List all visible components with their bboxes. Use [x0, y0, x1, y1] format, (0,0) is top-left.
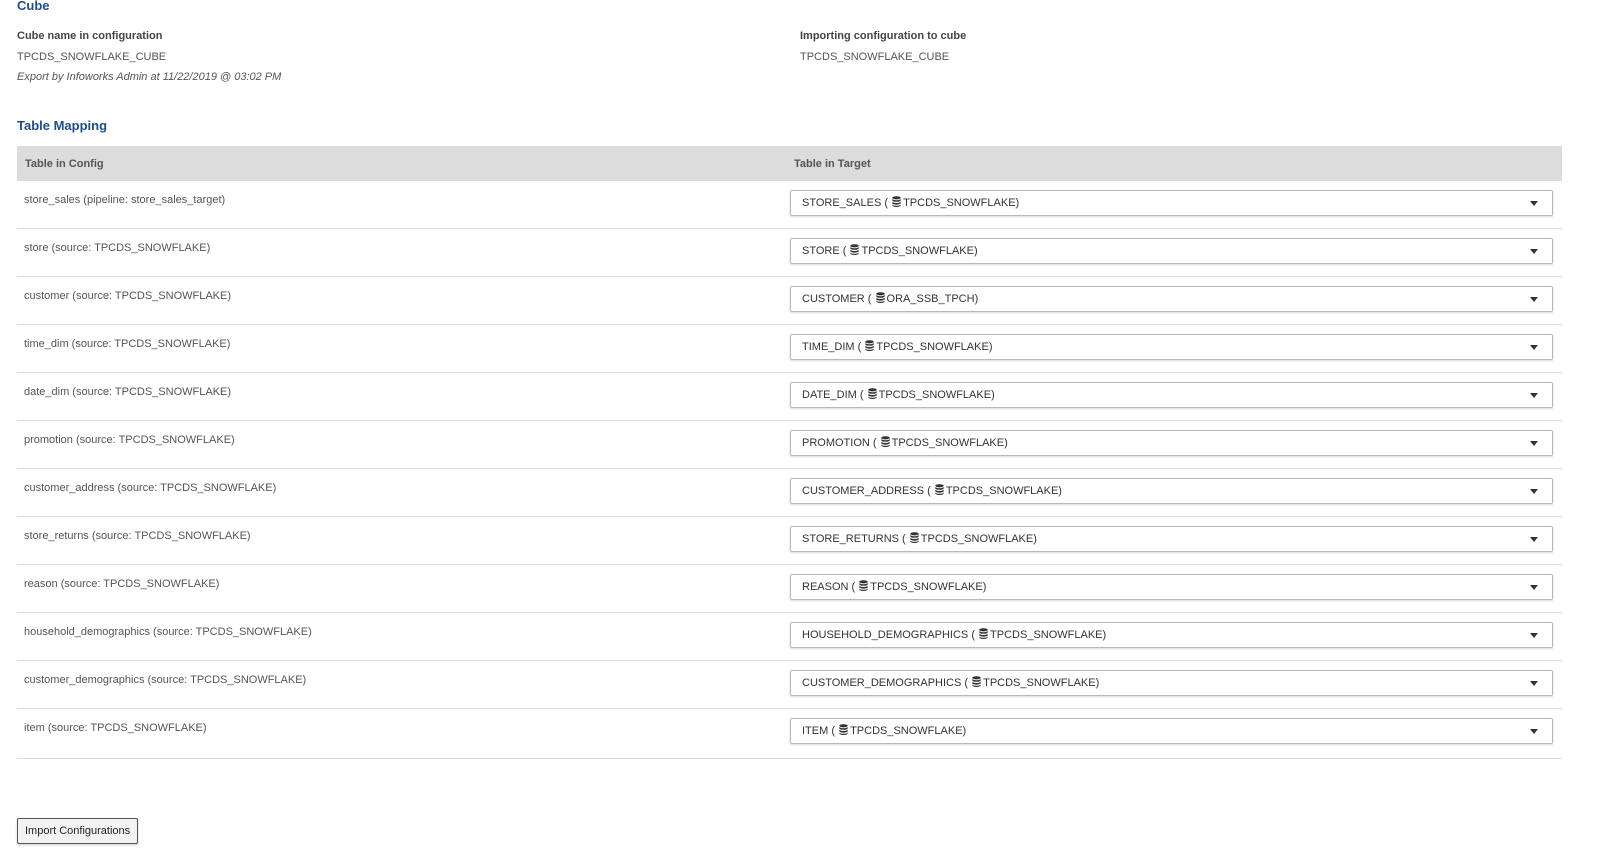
table-in-target-select[interactable]	[790, 286, 1553, 312]
table-in-config-cell: customer (source: TPCDS_SNOWFLAKE)	[24, 290, 232, 302]
table-in-config-cell: time_dim (source: TPCDS_SNOWFLAKE)	[24, 338, 231, 350]
table-in-config-cell: reason (source: TPCDS_SNOWFLAKE)	[24, 578, 220, 590]
open-paren: (	[839, 245, 850, 257]
table-row	[17, 565, 1562, 613]
table-in-config-cell: store_returns (source: TPCDS_SNOWFLAKE)	[24, 530, 251, 542]
table-in-target-select[interactable]	[790, 430, 1553, 456]
table-in-target-value	[802, 244, 978, 257]
database-icon	[859, 580, 868, 591]
table-in-config-cell: household_demographics (source: TPCDS_SNOWFLAKE)	[24, 626, 312, 638]
target-table-name: TIME_DIM	[802, 341, 855, 353]
database-icon	[935, 484, 944, 495]
close-paren: )	[988, 341, 993, 353]
table-in-target-select[interactable]	[790, 526, 1553, 552]
caret-down-icon[interactable]	[1530, 249, 1538, 254]
database-icon	[972, 676, 981, 687]
table-in-target-select[interactable]	[790, 334, 1553, 360]
table-in-target-select[interactable]	[790, 190, 1553, 216]
import-target-label: Importing configuration to cube	[800, 30, 967, 42]
caret-down-icon[interactable]	[1530, 537, 1538, 542]
table-in-target-value	[802, 196, 1019, 209]
close-paren: )	[1058, 485, 1062, 497]
caret-down-icon[interactable]	[1530, 681, 1538, 686]
table-in-config-cell: customer_address (source: TPCDS_SNOWFLAKE)	[24, 482, 277, 494]
target-source-name: TPCDS_SNOWFLAKE	[990, 629, 1103, 641]
target-source-name: TPCDS_SNOWFLAKE	[903, 197, 1016, 209]
target-table-name: DATE_DIM	[802, 389, 857, 401]
import-target-value: TPCDS_SNOWFLAKE_CUBE	[800, 51, 950, 63]
table-row	[17, 373, 1562, 421]
target-table-name: CUSTOMER_ADDRESS	[802, 485, 925, 497]
open-paren: (	[856, 389, 867, 401]
column-header-target: Table in Target	[794, 158, 871, 170]
database-icon	[892, 196, 901, 207]
database-icon	[979, 628, 988, 639]
cube-name-label: Cube name in configuration	[17, 30, 163, 42]
table-in-config-cell: store (source: TPCDS_SNOWFLAKE)	[24, 242, 211, 254]
close-paren: )	[1004, 437, 1008, 449]
cube-section-title: Cube	[17, 0, 50, 13]
caret-down-icon[interactable]	[1530, 297, 1538, 302]
close-paren: )	[973, 245, 978, 257]
close-paren: )	[1095, 677, 1100, 689]
close-paren: )	[974, 293, 979, 305]
caret-down-icon[interactable]	[1530, 393, 1538, 398]
database-icon	[868, 388, 877, 399]
table-in-target-select[interactable]	[790, 478, 1553, 504]
caret-down-icon[interactable]	[1530, 345, 1538, 350]
table-row	[17, 661, 1562, 709]
target-source-name: TPCDS_SNOWFLAKE	[878, 389, 992, 401]
target-source-name: TPCDS_SNOWFLAKE	[861, 245, 974, 257]
table-in-target-value	[802, 340, 992, 353]
target-table-name: STORE	[802, 245, 840, 257]
table-mapping-table	[17, 146, 1562, 759]
table-row	[17, 421, 1562, 469]
table-mapping-title: Table Mapping	[17, 118, 108, 133]
table-in-target-select[interactable]	[790, 382, 1553, 408]
target-table-name: PROMOTION	[802, 437, 870, 449]
caret-down-icon[interactable]	[1530, 633, 1538, 638]
target-source-name: TPCDS_SNOWFLAKE	[876, 341, 989, 353]
database-icon	[850, 244, 859, 255]
open-paren: (	[828, 725, 839, 737]
open-paren: (	[924, 485, 934, 497]
table-body	[17, 181, 1562, 759]
database-icon	[876, 292, 885, 303]
caret-down-icon[interactable]	[1530, 729, 1538, 734]
target-table-name: CUSTOMER	[802, 293, 865, 305]
target-table-name: STORE_SALES	[802, 197, 882, 209]
export-note: Export by Infoworks Admin at 11/22/2019 @ 03:02 PM	[17, 71, 282, 83]
table-in-target-select[interactable]	[790, 574, 1553, 600]
target-source-name: TPCDS_SNOWFLAKE	[850, 725, 963, 737]
open-paren: (	[848, 581, 859, 593]
close-paren: )	[1015, 197, 1020, 209]
table-in-target-value	[802, 580, 986, 593]
caret-down-icon[interactable]	[1530, 201, 1538, 206]
caret-down-icon[interactable]	[1530, 489, 1538, 494]
table-in-target-select[interactable]	[790, 238, 1553, 264]
close-paren: )	[991, 389, 995, 401]
table-row	[17, 181, 1562, 229]
table-in-config-cell: promotion (source: TPCDS_SNOWFLAKE)	[24, 434, 235, 446]
table-in-target-value	[802, 532, 1037, 545]
table-in-config-cell: date_dim (source: TPCDS_SNOWFLAKE)	[24, 386, 232, 398]
table-in-target-select[interactable]	[790, 622, 1553, 648]
caret-down-icon[interactable]	[1530, 441, 1538, 446]
table-row	[17, 469, 1562, 517]
target-table-name: ITEM	[802, 725, 829, 737]
table-row	[17, 517, 1562, 565]
table-in-target-value	[802, 724, 966, 737]
target-table-name: CUSTOMER_DEMOGRAPHICS	[802, 677, 962, 689]
table-in-target-value	[802, 436, 1008, 449]
table-in-config-cell: store_sales (pipeline: store_sales_target)	[24, 194, 226, 206]
open-paren: (	[898, 533, 909, 545]
target-table-name: HOUSEHOLD_DEMOGRAPHICS	[802, 629, 969, 641]
target-source-name: TPCDS_SNOWFLAKE	[891, 437, 1005, 449]
target-source-name: ORA_SSB_TPCH	[886, 293, 975, 305]
open-paren: (	[864, 293, 875, 305]
target-source-name: TPCDS_SNOWFLAKE	[920, 533, 1034, 545]
close-paren: )	[962, 725, 967, 737]
close-paren: )	[982, 581, 987, 593]
target-table-name: STORE_RETURNS	[802, 533, 899, 545]
database-icon	[839, 724, 848, 735]
table-row	[17, 325, 1562, 373]
table-in-target-value	[802, 628, 1106, 641]
table-in-target-select[interactable]	[790, 718, 1553, 744]
import-configurations-button[interactable]: Import Configurations	[17, 818, 138, 844]
close-paren: )	[1102, 629, 1107, 641]
table-in-target-value	[802, 292, 978, 305]
open-paren: (	[881, 197, 892, 209]
table-in-target-value	[802, 484, 1062, 497]
table-in-target-value	[802, 388, 995, 401]
cube-name-value: TPCDS_SNOWFLAKE_CUBE	[17, 51, 167, 63]
table-row	[17, 229, 1562, 277]
target-source-name: TPCDS_SNOWFLAKE	[870, 581, 983, 593]
table-row	[17, 709, 1562, 759]
target-source-name: TPCDS_SNOWFLAKE	[945, 485, 1059, 497]
table-header	[17, 146, 1562, 181]
close-paren: )	[1033, 533, 1037, 545]
table-in-target-select[interactable]	[790, 670, 1553, 696]
target-source-name: TPCDS_SNOWFLAKE	[983, 677, 1096, 689]
table-row	[17, 613, 1562, 661]
database-icon	[881, 436, 890, 447]
database-icon	[910, 532, 919, 543]
caret-down-icon[interactable]	[1530, 585, 1538, 590]
column-header-config: Table in Config	[25, 158, 104, 170]
database-icon	[865, 340, 874, 351]
table-in-target-value	[802, 676, 1099, 689]
target-table-name: REASON	[802, 581, 849, 593]
table-row	[17, 277, 1562, 325]
open-paren: (	[968, 629, 979, 641]
table-in-config-cell: customer_demographics (source: TPCDS_SNOWFLAKE)	[24, 674, 307, 686]
open-paren: (	[869, 437, 880, 449]
table-in-config-cell: item (source: TPCDS_SNOWFLAKE)	[24, 722, 207, 734]
open-paren: (	[854, 341, 865, 353]
open-paren: (	[961, 677, 972, 689]
